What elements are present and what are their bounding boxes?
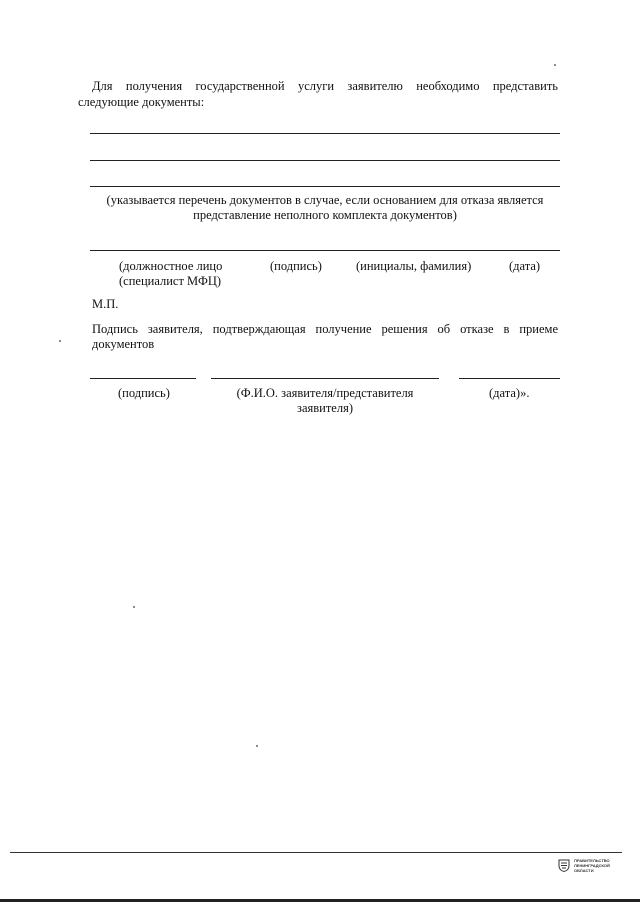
documents-blank-line-2: [90, 160, 560, 161]
scan-speck: [59, 340, 61, 342]
applicant-signature-label: (подпись): [118, 386, 170, 400]
coat-of-arms-icon: [558, 859, 570, 872]
logo-text-line-1: ПРАВИТЕЛЬСТВО: [574, 858, 610, 863]
applicant-name-label-1: (Ф.И.О. заявителя/представителя: [236, 386, 414, 400]
applicant-name-label-2: заявителя): [297, 401, 353, 415]
government-logo-text: [574, 858, 610, 873]
official-initials-label: (инициалы, фамилия): [356, 259, 472, 273]
logo-text-line-2: ЛЕНИНГРАДСКОЙ: [574, 863, 610, 868]
official-position-label: (должностное лицо: [119, 259, 223, 273]
intro-line-2: следующие документы:: [78, 95, 205, 109]
official-signature-line: [90, 250, 560, 251]
applicant-date-label: (дата)».: [489, 386, 530, 400]
logo-text-line-3: ОБЛАСТИ: [574, 868, 594, 873]
scan-speck: [256, 745, 258, 747]
seal-label: М.П.: [92, 297, 119, 311]
documents-note-line-1: (указывается перечень документов в случае, если основанием для отказа является: [106, 193, 544, 207]
official-date-label: (дата): [509, 259, 541, 273]
applicant-date-line: [459, 378, 560, 379]
bottom-edge-bar: [0, 899, 640, 902]
footer-rule: [10, 852, 622, 853]
government-logo: [558, 855, 622, 877]
documents-note-line-2: представление неполного комплекта документов): [193, 208, 457, 222]
documents-blank-line-1: [90, 133, 560, 134]
official-signature-label: (подпись): [270, 259, 322, 273]
official-specialist-label: (специалист МФЦ): [119, 274, 222, 288]
applicant-name-line: [211, 378, 439, 379]
scan-speck: [133, 606, 135, 608]
applicant-signature-line: [90, 378, 196, 379]
scan-speck: [554, 64, 556, 66]
documents-blank-line-3: [90, 186, 560, 187]
applicant-statement-line-1: Подпись заявителя, подтверждающая получение решения об отказе в приеме: [92, 322, 558, 336]
intro-line-1: Для получения государственной услуги заявителю необходимо представить: [92, 79, 558, 93]
applicant-statement-line-2: документов: [92, 337, 155, 351]
